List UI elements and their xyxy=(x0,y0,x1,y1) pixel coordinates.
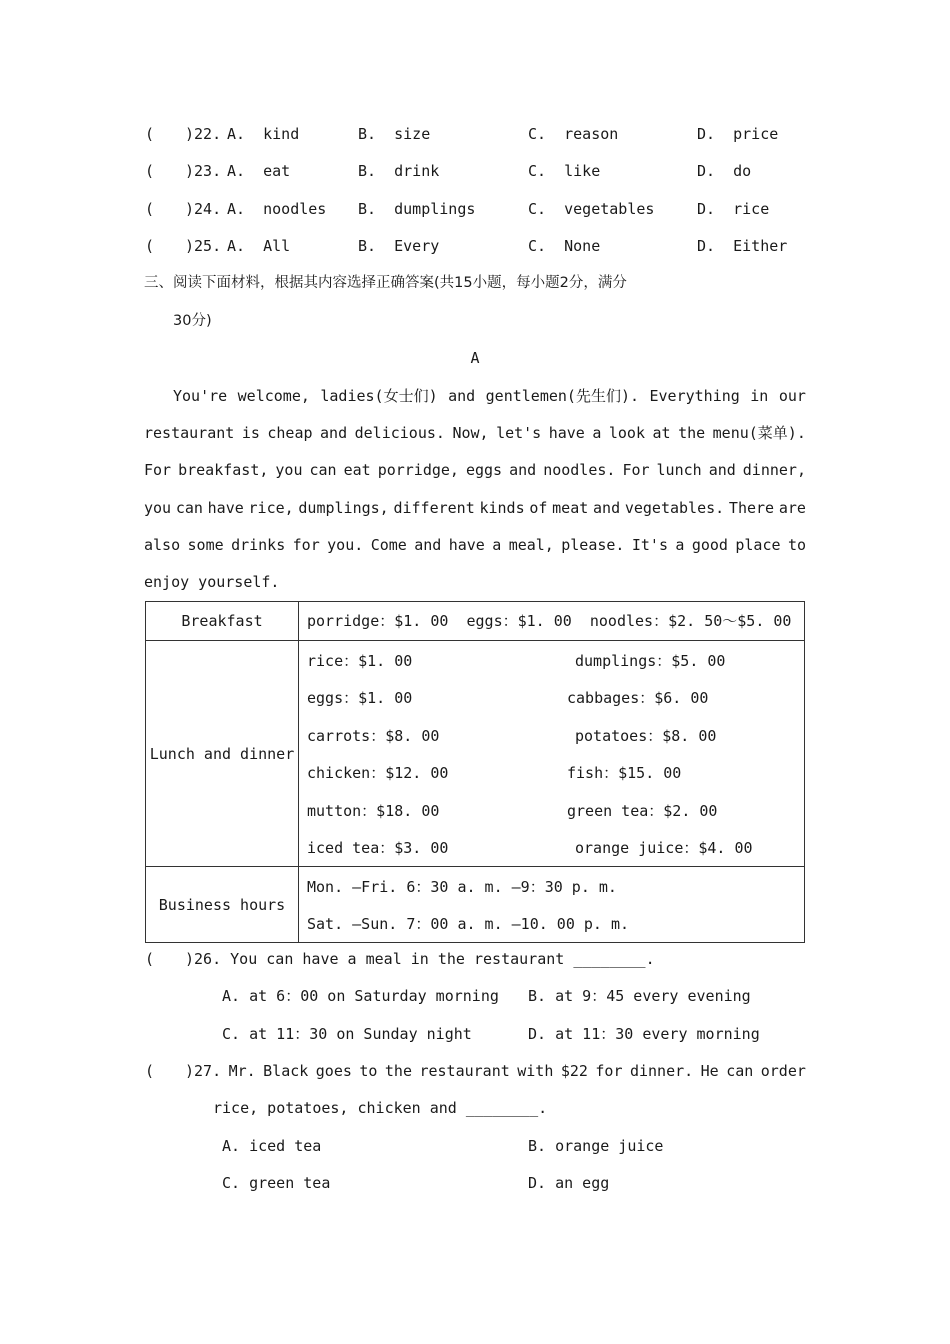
menu-item: mutton：$18. 00 xyxy=(307,802,440,820)
option-c[interactable]: C. vegetables xyxy=(528,200,655,218)
question-number: )25. xyxy=(185,237,222,255)
hours-weekend: Sat. —Sun. 7：00 a. m. —10. 00 p. m. xyxy=(307,915,630,933)
answer-paren[interactable]: ( xyxy=(145,162,155,180)
question-stem xyxy=(185,1061,806,1081)
question-number: )24. xyxy=(185,200,222,218)
passage-word: meat xyxy=(552,499,589,517)
option-a[interactable]: A. at 6：00 on Saturday morning xyxy=(222,987,499,1005)
passage-word: dumplings, xyxy=(298,499,389,517)
answer-paren[interactable]: ( xyxy=(145,200,155,218)
passage-word: meal, xyxy=(508,536,554,554)
stem-word: to xyxy=(359,1062,378,1080)
passage-word: noodles. xyxy=(543,461,616,479)
passage-word: drinks xyxy=(231,536,286,554)
menu-table xyxy=(145,601,805,943)
passage-word: have xyxy=(207,499,244,517)
breakfast-prices: porridge：$1. 00 eggs：$1. 00 noodles：$2. 50～$5. 00 xyxy=(307,612,792,630)
answer-paren[interactable]: ( xyxy=(145,1062,155,1080)
passage-word: For xyxy=(144,461,172,479)
passage-word: please. xyxy=(561,536,625,554)
passage-word: and xyxy=(448,387,476,405)
passage-line xyxy=(144,535,806,555)
option-b[interactable]: B. drink xyxy=(358,162,440,180)
passage-word: a xyxy=(492,536,502,554)
answer-paren[interactable]: ( xyxy=(145,950,155,968)
passage-label: A xyxy=(470,349,480,367)
stem-word: He xyxy=(700,1062,719,1080)
option-d[interactable]: D. at 11：30 every morning xyxy=(528,1025,760,1043)
stem-word: dinner. xyxy=(629,1062,694,1080)
row-label-hours: Business hours xyxy=(146,867,299,943)
passage-word: lunch xyxy=(656,461,702,479)
menu-item: iced tea：$3. 00 xyxy=(307,839,449,857)
option-a[interactable]: A. eat xyxy=(227,162,291,180)
passage-word: you. xyxy=(327,536,364,554)
passage-word: and xyxy=(509,461,537,479)
menu-row-breakfast xyxy=(146,602,805,641)
passage-word: place xyxy=(735,536,781,554)
passage-line xyxy=(144,498,806,518)
passage-word: For xyxy=(622,461,650,479)
option-a[interactable]: A. All xyxy=(227,237,291,255)
section-heading: 三、阅读下面材料，根据其内容选择正确答案(共15小题，每小题2分，满分 xyxy=(144,275,627,291)
hours-weekday: Mon. —Fri. 6：30 a. m. —9：30 p. m. xyxy=(307,878,617,896)
section-heading-cont: 30分) xyxy=(173,313,212,329)
passage-word: rice, xyxy=(248,499,294,517)
menu-item: carrots：$8. 00 xyxy=(307,727,440,745)
passage-word: in xyxy=(750,387,769,405)
passage-word: restaurant xyxy=(144,424,235,442)
stem-word: order xyxy=(760,1062,806,1080)
passage-line xyxy=(173,386,806,406)
stem-word: for xyxy=(595,1062,623,1080)
option-b[interactable]: B. at 9：45 every evening xyxy=(528,987,751,1005)
passage-word: delicious. xyxy=(354,424,445,442)
passage-word: of xyxy=(529,499,548,517)
passage-word: porridge, xyxy=(377,461,459,479)
passage-word: ladies(女士们) xyxy=(320,387,438,405)
menu-item: orange juice：$4. 00 xyxy=(575,839,753,857)
menu-item: potatoes：$8. 00 xyxy=(575,727,717,745)
stem-word: )27. xyxy=(185,1062,222,1080)
menu-item: cabbages：$6. 00 xyxy=(567,689,709,707)
menu-item: chicken：$12. 00 xyxy=(307,764,449,782)
option-d[interactable]: D. price xyxy=(697,125,779,143)
passage-line xyxy=(144,423,806,443)
passage-word: a xyxy=(592,424,602,442)
option-a[interactable]: A. kind xyxy=(227,125,300,143)
option-b[interactable]: B. orange juice xyxy=(528,1137,664,1155)
passage-word: at xyxy=(652,424,671,442)
stem-word: $22 xyxy=(560,1062,588,1080)
stem-word: goes xyxy=(315,1062,352,1080)
option-d[interactable]: D. an egg xyxy=(528,1174,610,1192)
passage-word: you xyxy=(275,461,303,479)
passage-word: dinner, xyxy=(742,461,806,479)
option-d[interactable]: D. do xyxy=(697,162,752,180)
passage-word: also xyxy=(144,536,181,554)
question-number: )23. xyxy=(185,162,222,180)
passage-word: can xyxy=(175,499,203,517)
lunch-items xyxy=(299,641,805,867)
stem-word: Black xyxy=(263,1062,309,1080)
option-c[interactable]: C. reason xyxy=(528,125,619,143)
passage-word: There xyxy=(728,499,775,517)
menu-row-hours xyxy=(146,867,805,943)
option-c[interactable]: C. green tea xyxy=(222,1174,331,1192)
passage-word: kinds xyxy=(479,499,525,517)
passage-word: welcome, xyxy=(237,387,310,405)
passage-word: eggs xyxy=(465,461,503,479)
passage-word: breakfast, xyxy=(178,461,269,479)
stem-word: Mr. xyxy=(228,1062,256,1080)
passage-word: You're xyxy=(173,387,228,405)
passage-word: Come xyxy=(370,536,407,554)
row-label-lunch: Lunch and dinner xyxy=(146,641,299,867)
option-d[interactable]: D. rice xyxy=(697,200,770,218)
row-label-breakfast: Breakfast xyxy=(146,602,299,641)
question-stem: )26. You can have a meal in the restaurant ________. xyxy=(185,950,655,968)
stem-word: restaurant xyxy=(419,1062,510,1080)
menu-item: eggs：$1. 00 xyxy=(307,689,413,707)
passage-word: can xyxy=(309,461,337,479)
answer-paren[interactable]: ( xyxy=(145,125,155,143)
passage-word: look xyxy=(608,424,645,442)
stem-word: can xyxy=(726,1062,754,1080)
option-c[interactable]: C. like xyxy=(528,162,601,180)
passage-line xyxy=(144,460,806,480)
passage-word: cheap xyxy=(267,424,313,442)
passage-word: different xyxy=(393,499,475,517)
option-b[interactable]: B. Every xyxy=(358,237,440,255)
passage-word: and xyxy=(320,424,348,442)
menu-row-lunch xyxy=(146,641,805,867)
passage-word: and xyxy=(414,536,442,554)
stem-word: the xyxy=(384,1062,412,1080)
passage-word: you xyxy=(144,499,172,517)
passage-word: the xyxy=(678,424,706,442)
menu-item: dumplings：$5. 00 xyxy=(575,652,726,670)
passage-word: have xyxy=(548,424,585,442)
passage-word: Now, xyxy=(452,424,489,442)
question-stem-cont: rice, potatoes, chicken and ________. xyxy=(213,1099,548,1117)
passage-word: gentlemen(先生们). xyxy=(485,387,640,405)
passage-word: It's xyxy=(631,536,668,554)
passage-word: our xyxy=(778,387,806,405)
option-c[interactable]: C. at 11：30 on Sunday night xyxy=(222,1025,472,1043)
menu-item: fish：$15. 00 xyxy=(567,764,682,782)
passage-word: Everything xyxy=(649,387,740,405)
passage-word: eat xyxy=(343,461,371,479)
menu-item: green tea：$2. 00 xyxy=(567,802,718,820)
passage-word: menu(菜单). xyxy=(712,424,806,442)
breakfast-items xyxy=(299,602,805,641)
passage-word: and xyxy=(708,461,736,479)
passage-word: for xyxy=(292,536,320,554)
passage-line: enjoy yourself. xyxy=(144,573,280,591)
option-b[interactable]: B. size xyxy=(358,125,431,143)
passage-word: good xyxy=(691,536,728,554)
passage-word: some xyxy=(187,536,224,554)
passage-word: have xyxy=(448,536,485,554)
menu-item: rice：$1. 00 xyxy=(307,652,413,670)
answer-paren[interactable]: ( xyxy=(145,237,155,255)
passage-word: vegetables. xyxy=(624,499,725,517)
option-b[interactable]: B. dumplings xyxy=(358,200,476,218)
passage-word: are xyxy=(778,499,806,517)
option-a[interactable]: A. noodles xyxy=(227,200,327,218)
business-hours xyxy=(299,867,805,943)
option-a[interactable]: A. iced tea xyxy=(222,1137,322,1155)
option-c[interactable]: C. None xyxy=(528,237,601,255)
question-number: )22. xyxy=(185,125,222,143)
passage-word: a xyxy=(675,536,685,554)
passage-word: to xyxy=(787,536,806,554)
stem-word: with xyxy=(517,1062,554,1080)
passage-word: let's xyxy=(496,424,542,442)
option-d[interactable]: D. Either xyxy=(697,237,788,255)
passage-word: is xyxy=(241,424,260,442)
passage-word: and xyxy=(593,499,621,517)
